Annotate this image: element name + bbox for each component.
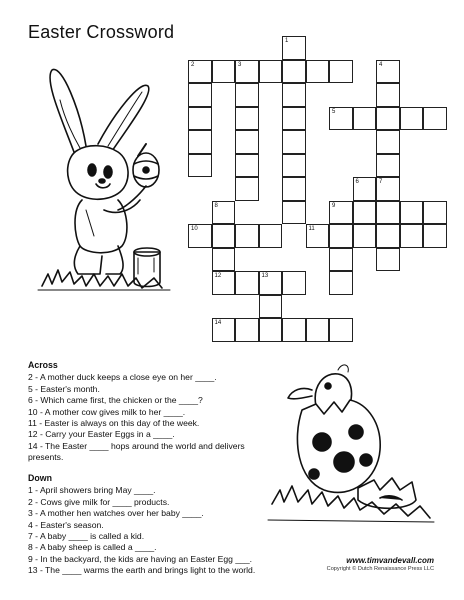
crossword-cell[interactable] <box>188 224 212 248</box>
clue-number: 9 <box>332 202 336 209</box>
crossword-cell[interactable] <box>259 318 283 342</box>
crossword-cell[interactable] <box>376 224 400 248</box>
clue-number: 12 <box>214 273 222 279</box>
down-clue: 9 - In the backyard, the kids are having an Easter Egg ___. <box>28 553 253 564</box>
crossword-cell[interactable] <box>188 83 212 107</box>
website-link[interactable]: www.timvandevall.com <box>346 556 434 565</box>
clue-number: 6 <box>355 179 359 185</box>
crossword-cell[interactable] <box>329 271 353 295</box>
copyright-text: Copyright © Dutch Renaissance Press LLC <box>326 566 434 572</box>
crossword-cell[interactable] <box>353 107 377 131</box>
down-clue: 3 - A mother hen watches over her baby ____. <box>28 508 204 519</box>
across-clue: 14 - The Easter ____ hops around the world and delivers presents. <box>28 440 245 463</box>
crossword-cell[interactable] <box>235 271 259 295</box>
crossword-cell[interactable] <box>235 177 259 201</box>
crossword-cell[interactable] <box>235 130 259 154</box>
crossword-cell[interactable] <box>376 248 400 272</box>
crossword-cell[interactable] <box>353 177 377 201</box>
down-clues <box>28 473 318 577</box>
down-heading: Down <box>28 473 52 483</box>
crossword-cell[interactable] <box>235 83 259 107</box>
crossword-cell[interactable] <box>235 154 259 178</box>
clue-number: 1 <box>285 38 289 44</box>
crossword-cell[interactable] <box>376 154 400 178</box>
crossword-cell[interactable] <box>282 83 306 107</box>
across-clue: 2 - A mother duck keeps a close eye on her ____. <box>28 372 217 383</box>
crossword-cell[interactable] <box>376 60 400 84</box>
crossword-cell[interactable] <box>212 224 236 248</box>
clue-number: 3 <box>238 61 242 68</box>
easter-bunny-illustration <box>22 60 182 300</box>
crossword-cell[interactable] <box>306 318 330 342</box>
down-clue: 1 - April showers bring May ____. <box>28 485 156 496</box>
crossword-cell[interactable] <box>212 248 236 272</box>
clue-number: 5 <box>332 108 336 115</box>
down-clue: 2 - Cows give milk for ____ products. <box>28 496 170 507</box>
crossword-cell[interactable] <box>235 107 259 131</box>
crossword-cell[interactable] <box>400 107 424 131</box>
crossword-cell[interactable] <box>376 83 400 107</box>
crossword-cell[interactable] <box>400 201 424 225</box>
crossword-cell[interactable] <box>282 271 306 295</box>
clue-number: 4 <box>379 61 383 68</box>
down-clue: 7 - A baby ____ is called a kid. <box>28 531 145 542</box>
clue-number: 11 <box>308 226 315 232</box>
crossword-cell[interactable] <box>353 224 377 248</box>
crossword-cell[interactable] <box>376 177 400 201</box>
crossword-cell[interactable] <box>282 60 306 84</box>
crossword-cell[interactable] <box>259 60 283 84</box>
crossword-cell[interactable] <box>329 107 353 131</box>
crossword-cell[interactable] <box>259 295 283 319</box>
crossword-cell[interactable] <box>423 201 447 225</box>
crossword-cell[interactable] <box>282 154 306 178</box>
crossword-cell[interactable] <box>423 107 447 131</box>
page-title: Easter Crossword <box>28 22 175 42</box>
crossword-cell[interactable] <box>235 60 259 84</box>
across-clue: 6 - Which came first, the chicken or the ____? <box>28 395 203 406</box>
across-heading: Across <box>28 360 58 370</box>
crossword-cell[interactable] <box>329 201 353 225</box>
crossword-cell[interactable] <box>188 107 212 131</box>
across-clue: 11 - Easter is always on this day of the week. <box>28 418 200 429</box>
crossword-cell[interactable] <box>329 60 353 84</box>
crossword-cell[interactable] <box>282 130 306 154</box>
down-clue: 13 - The ____ warms the earth and brings light to the world. <box>28 565 256 576</box>
crossword-cell[interactable] <box>212 201 236 225</box>
clue-number: 7 <box>379 179 383 185</box>
crossword-cell[interactable] <box>282 201 306 225</box>
crossword-cell[interactable] <box>259 224 283 248</box>
crossword-cell[interactable] <box>376 130 400 154</box>
crossword-cell[interactable] <box>400 224 424 248</box>
crossword-cell[interactable] <box>329 248 353 272</box>
crossword-cell[interactable] <box>282 36 306 60</box>
crossword-cell[interactable] <box>259 271 283 295</box>
clue-number: 8 <box>214 202 218 209</box>
across-clue: 10 - A mother cow gives milk to her ____. <box>28 406 186 417</box>
crossword-cell[interactable] <box>329 318 353 342</box>
crossword-cell[interactable] <box>306 224 330 248</box>
crossword-cell[interactable] <box>212 318 236 342</box>
crossword-cell[interactable] <box>212 271 236 295</box>
down-clue: 4 - Easter's season. <box>28 519 104 530</box>
crossword-cell[interactable] <box>329 224 353 248</box>
crossword-cell[interactable] <box>282 107 306 131</box>
clue-number: 14 <box>214 320 222 326</box>
crossword-cell[interactable] <box>376 201 400 225</box>
crossword-cell[interactable] <box>282 318 306 342</box>
crossword-cell[interactable] <box>188 154 212 178</box>
crossword-cell[interactable] <box>282 177 306 201</box>
crossword-cell[interactable] <box>353 201 377 225</box>
across-clues <box>28 360 288 464</box>
crossword-cell[interactable] <box>235 318 259 342</box>
crossword-cell[interactable] <box>212 60 236 84</box>
clue-number: 10 <box>191 226 198 232</box>
across-clue: 5 - Easter's month. <box>28 383 100 394</box>
clue-number: 2 <box>191 61 195 68</box>
across-clue: 12 - Carry your Easter Eggs in a ____. <box>28 429 175 440</box>
crossword-cell[interactable] <box>306 60 330 84</box>
crossword-cell[interactable] <box>188 130 212 154</box>
crossword-cell[interactable] <box>235 224 259 248</box>
clue-number: 13 <box>261 273 269 279</box>
crossword-cell[interactable] <box>423 224 447 248</box>
down-clue: 8 - A baby sheep is called a ____. <box>28 542 157 553</box>
crossword-cell[interactable] <box>188 60 212 84</box>
crossword-cell[interactable] <box>376 107 400 131</box>
